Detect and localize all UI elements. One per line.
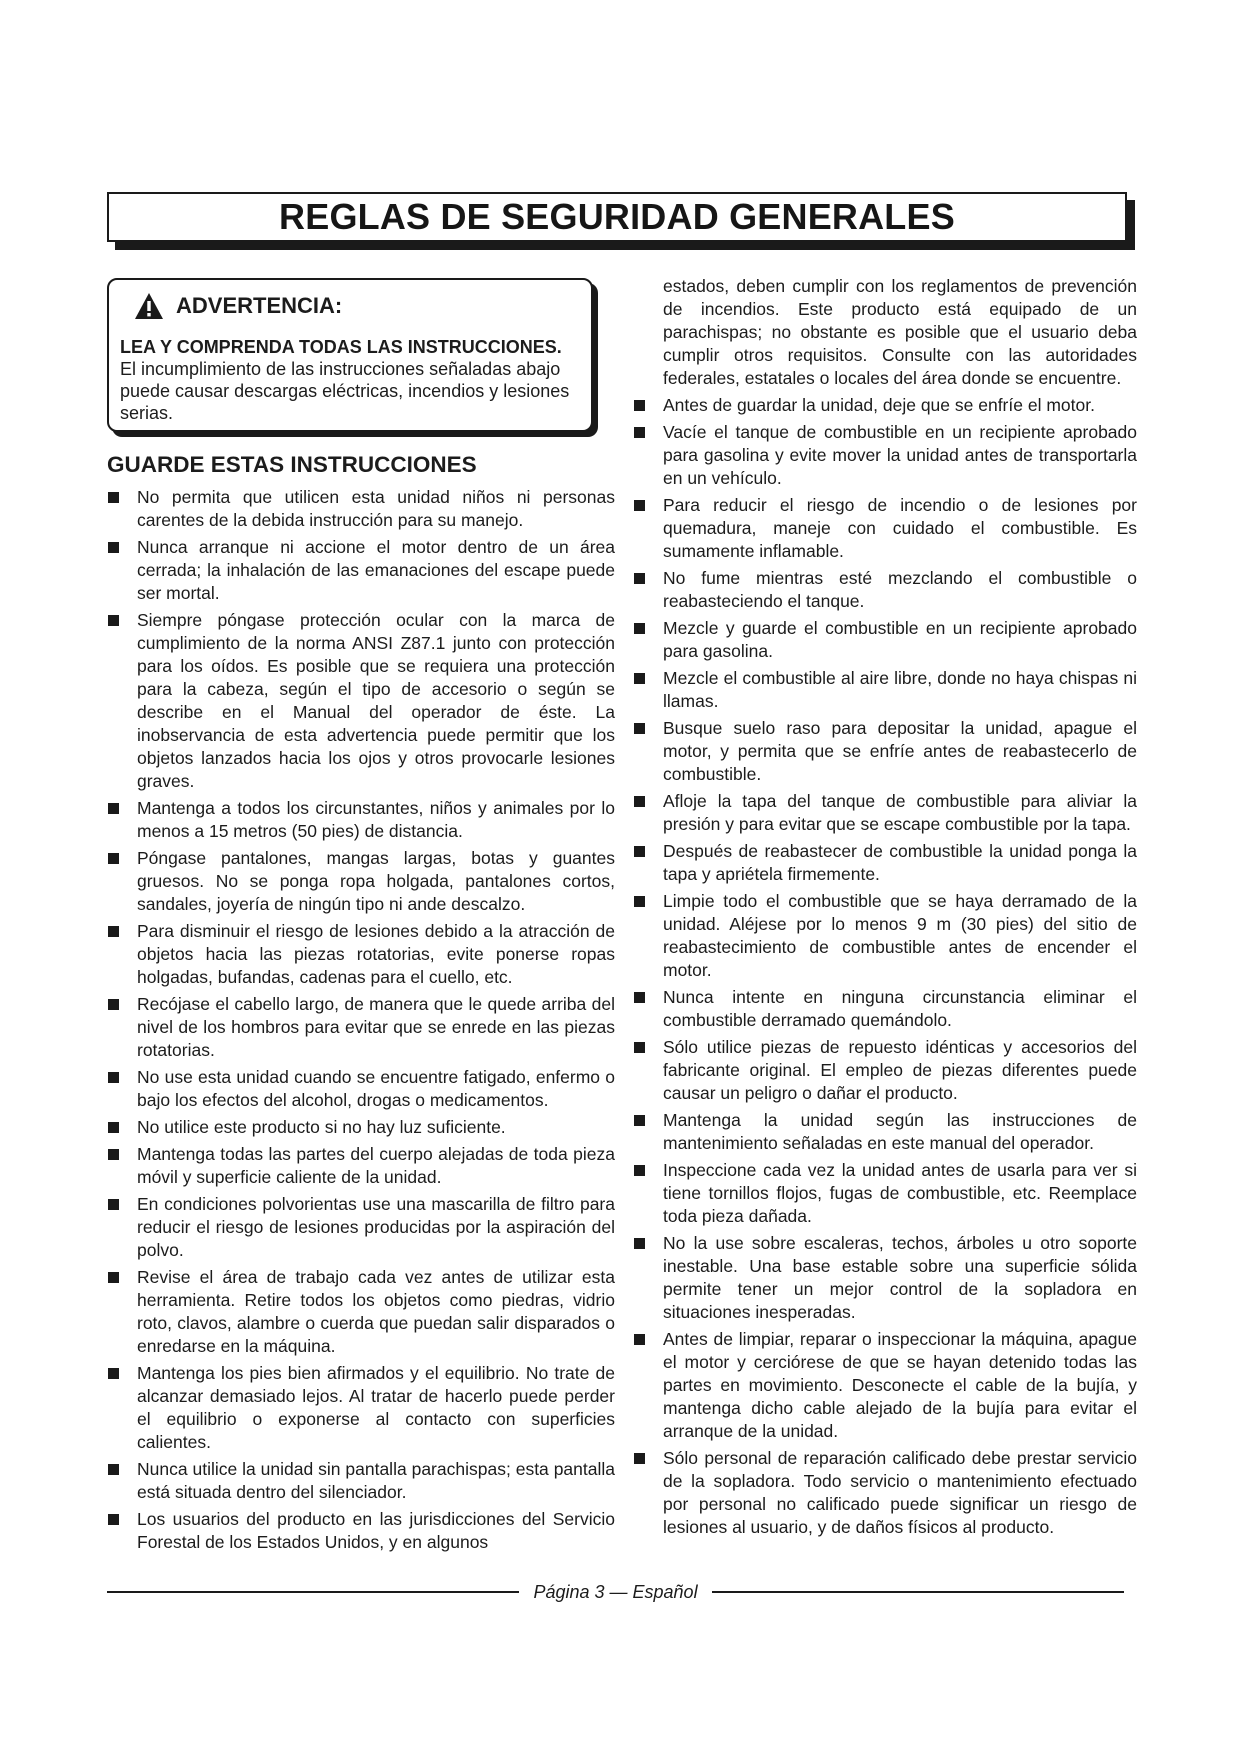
list-item-text: En condiciones polvorientas use una mascarilla de filtro para reducir el riesgo de lesiones producidas por la aspiración del polvo. [137, 1194, 615, 1260]
bullet-square-icon [634, 846, 645, 857]
list-item [633, 1232, 1137, 1324]
bullet-square-icon [108, 615, 119, 626]
page-footer [107, 1580, 1124, 1604]
list-item-text: Sólo personal de reparación calificado debe prestar servicio de la sopladora. Todo servicio o mantenimiento efectuado por personal no calificado puede significar un riesgo de lesiones al usuario, y de daños físicos al producto. [663, 1448, 1137, 1537]
bullet-square-icon [108, 926, 119, 937]
bullet-square-icon [108, 999, 119, 1010]
bullet-square-icon [108, 1122, 119, 1133]
bullet-square-icon [634, 796, 645, 807]
list-item [633, 667, 1137, 713]
footer-rule-right [712, 1591, 1124, 1593]
list-item-text: Revise el área de trabajo cada vez antes de utilizar esta herramienta. Retire todos los objetos como piedras, vidrio roto, clavos, alambre o cuerda que puedan salir disparados o enredarse en la máquina. [137, 1267, 615, 1356]
list-item-text: Para reducir el riesgo de incendio o de lesiones por quemadura, maneje con cuidado el combustible. Es sumamente inflamable. [663, 495, 1137, 561]
list-item [633, 567, 1137, 613]
warning-text: El incumplimiento de las instrucciones señaladas abajo puede causar descargas eléctricas, incendios y lesiones serias. [120, 359, 570, 423]
bullet-square-icon [634, 673, 645, 684]
bullet-square-icon [108, 1368, 119, 1379]
bullet-square-icon [108, 492, 119, 503]
bullet-square-icon [634, 573, 645, 584]
list-item-text: Mantenga la unidad según las instrucciones de mantenimiento señaladas en este manual del operador. [663, 1110, 1137, 1153]
list-item-text: Busque suelo raso para depositar la unidad, apague el motor, y permita que se enfríe antes de reabastecerlo de combustible. [663, 718, 1137, 784]
bullet-square-icon [108, 1514, 119, 1525]
bullet-square-icon [634, 1453, 645, 1464]
list-item-text: Limpie todo el combustible que se haya derramado de la unidad. Aléjese por lo menos 9 m (30 pies) del sitio de reabastecimiento de combustible antes de encender el motor. [663, 891, 1137, 980]
list-item-text: No utilice este producto si no hay luz suficiente. [137, 1117, 506, 1137]
list-item [633, 790, 1137, 836]
list-item-text: Después de reabastecer de combustible la unidad ponga la tapa y apriétela firmemente. [663, 841, 1137, 884]
list-item-text: Antes de limpiar, reparar o inspeccionar la máquina, apague el motor y cerciórese de que se hayan detenido todas las partes en movimiento. Desconecte el cable de la bujía, y mantenga dicho cable alejado de la bujía para evitar el arranque de la unidad. [663, 1329, 1137, 1441]
list-item [633, 421, 1137, 490]
bullet-square-icon [634, 1165, 645, 1176]
list-item [633, 1109, 1137, 1155]
warning-box [107, 278, 593, 432]
list-item [107, 1193, 615, 1262]
bullet-square-icon [108, 1464, 119, 1475]
list-item [107, 797, 615, 843]
page-number: Página 3 — Español [533, 1581, 698, 1602]
list-item [633, 890, 1137, 982]
list-item [107, 1066, 615, 1112]
bullet-square-icon [634, 992, 645, 1003]
list-item [107, 847, 615, 916]
list-item [633, 1447, 1137, 1539]
bullet-square-icon [108, 1149, 119, 1160]
bullet-square-icon [634, 1042, 645, 1053]
list-item-text: Recójase el cabello largo, de manera que le quede arriba del nivel de los hombros para evitar que se enrede en las piezas rotatorias. [137, 994, 615, 1060]
bullet-square-icon [634, 400, 645, 411]
warning-header [134, 290, 579, 322]
list-item-text: Para disminuir el riesgo de lesiones debido a la atracción de objetos hacia las piezas rotatorias, evite ponerse ropas holgadas, bufandas, cadenas para el cuello, etc. [137, 921, 615, 987]
continuation-text: estados, deben cumplir con los reglamentos de prevención de incendios. Este producto está equipado de un parachispas; no obstante es posible que el usuario deba cumplir otros requisitos. Consulte con las autoridades federales, estatales o locales del área donde se encuentre. [663, 276, 1137, 388]
list-item [633, 494, 1137, 563]
list-item [107, 1362, 615, 1454]
bullet-square-icon [634, 427, 645, 438]
page-title: REGLAS DE SEGURIDAD GENERALES [279, 196, 955, 237]
bullet-square-icon [108, 1072, 119, 1083]
list-item [107, 920, 615, 989]
list-item-text: Mantenga a todos los circunstantes, niños y animales por lo menos a 15 metros (50 pies) de distancia. [137, 798, 615, 841]
list-item [633, 617, 1137, 663]
bullet-square-icon [634, 1334, 645, 1345]
list-item [633, 986, 1137, 1032]
section-title: GUARDE ESTAS INSTRUCCIONES [107, 452, 477, 477]
bullet-square-icon [108, 542, 119, 553]
bullet-square-icon [634, 623, 645, 634]
list-item [633, 1159, 1137, 1228]
bullet-square-icon [108, 1272, 119, 1283]
bullet-square-icon [634, 723, 645, 734]
list-item [633, 840, 1137, 886]
bullet-square-icon [634, 1238, 645, 1249]
bullet-square-icon [108, 853, 119, 864]
warning-lead: LEA Y COMPRENDA TODAS LAS INSTRUCCIONES. [120, 337, 562, 357]
list-item-text: Los usuarios del producto en las jurisdicciones del Servicio Forestal de los Estados Unidos, y en algunos [137, 1509, 615, 1552]
list-item-text: No fume mientras esté mezclando el combustible o reabasteciendo el tanque. [663, 568, 1137, 611]
list-item [107, 993, 615, 1062]
right-safety-list [633, 394, 1137, 1539]
list-item [107, 1143, 615, 1189]
warning-label: ADVERTENCIA: [176, 293, 343, 318]
right-column [633, 275, 1137, 1543]
list-item-text: Vacíe el tanque de combustible en un recipiente aprobado para gasolina y evite mover la unidad antes de transportarla en un vehículo. [663, 422, 1137, 488]
bullet-square-icon [634, 1115, 645, 1126]
list-item [107, 1508, 615, 1554]
list-item-text: Mantenga todas las partes del cuerpo alejadas de toda pieza móvil y superficie caliente de la unidad. [137, 1144, 615, 1187]
bullet-square-icon [634, 500, 645, 511]
list-item-text: Nunca arranque ni accione el motor dentro de un área cerrada; la inhalación de las emanaciones del escape puede ser mortal. [137, 537, 615, 603]
list-item [107, 1266, 615, 1358]
footer-rule-left [107, 1591, 519, 1593]
list-item-text: Póngase pantalones, mangas largas, botas y guantes gruesos. No se ponga ropa holgada, pantalones cortos, sandales, joyería de ningún tipo ni ande descalzo. [137, 848, 615, 914]
list-item [107, 536, 615, 605]
list-item-text: No use esta unidad cuando se encuentre fatigado, enfermo o bajo los efectos del alcohol, drogas o medicamentos. [137, 1067, 615, 1110]
list-item [107, 1458, 615, 1504]
list-item [633, 1036, 1137, 1105]
bullet-square-icon [634, 896, 645, 907]
list-item-text: Siempre póngase protección ocular con la marca de cumplimiento de la norma ANSI Z87.1 junto con protección para los oídos. Es posible que se requiera una protección para la cabeza, según el tipo de accesorio o según se describe en el Manual del operador de éste. La inobservancia de esta advertencia puede permitir que los objetos lanzados hacia los ojos y otros provocarle lesiones graves. [137, 610, 615, 791]
list-item [633, 717, 1137, 786]
list-item-text: Antes de guardar la unidad, deje que se enfríe el motor. [663, 395, 1095, 415]
list-item [107, 486, 615, 532]
list-item-text: Nunca utilice la unidad sin pantalla parachispas; esta pantalla está situada dentro del silenciador. [137, 1459, 615, 1502]
warning-triangle-icon [134, 292, 164, 320]
list-item-text: Mezcle y guarde el combustible en un recipiente aprobado para gasolina. [663, 618, 1137, 661]
left-safety-list [107, 486, 615, 1558]
list-item-text: No permita que utilicen esta unidad niños ni personas carentes de la debida instrucción para su manejo. [137, 487, 615, 530]
page-title-box [107, 192, 1127, 242]
list-item-text: Sólo utilice piezas de repuesto idénticas y accesorios del fabricante original. El empleo de piezas diferentes puede causar un peligro o dañar el producto. [663, 1037, 1137, 1103]
list-item [633, 1328, 1137, 1443]
list-item-text: Afloje la tapa del tanque de combustible para aliviar la presión y para evitar que se escape combustible por la tapa. [663, 791, 1137, 834]
list-item-text: Mantenga los pies bien afirmados y el equilibrio. No trate de alcanzar demasiado lejos. Al tratar de hacerlo puede perder el equilibrio o exponerse al contacto con superficies calientes. [137, 1363, 615, 1452]
list-item-text: Mezcle el combustible al aire libre, donde no haya chispas ni llamas. [663, 668, 1137, 711]
list-item-text: No la use sobre escaleras, techos, árboles u otro soporte inestable. Una base estable sobre una superficie sólida permite tener un mejor control de la sopladora en situaciones inesperadas. [663, 1233, 1137, 1322]
list-item [107, 609, 615, 793]
list-item-text: Nunca intente en ninguna circunstancia eliminar el combustible derramado quemándolo. [663, 987, 1137, 1030]
list-item-text: Inspeccione cada vez la unidad antes de usarla para ver si tiene tornillos flojos, fugas de combustible, etc. Reemplace toda pieza dañada. [663, 1160, 1137, 1226]
list-item [633, 394, 1137, 417]
list-item [107, 1116, 615, 1139]
bullet-square-icon [108, 803, 119, 814]
bullet-square-icon [108, 1199, 119, 1210]
